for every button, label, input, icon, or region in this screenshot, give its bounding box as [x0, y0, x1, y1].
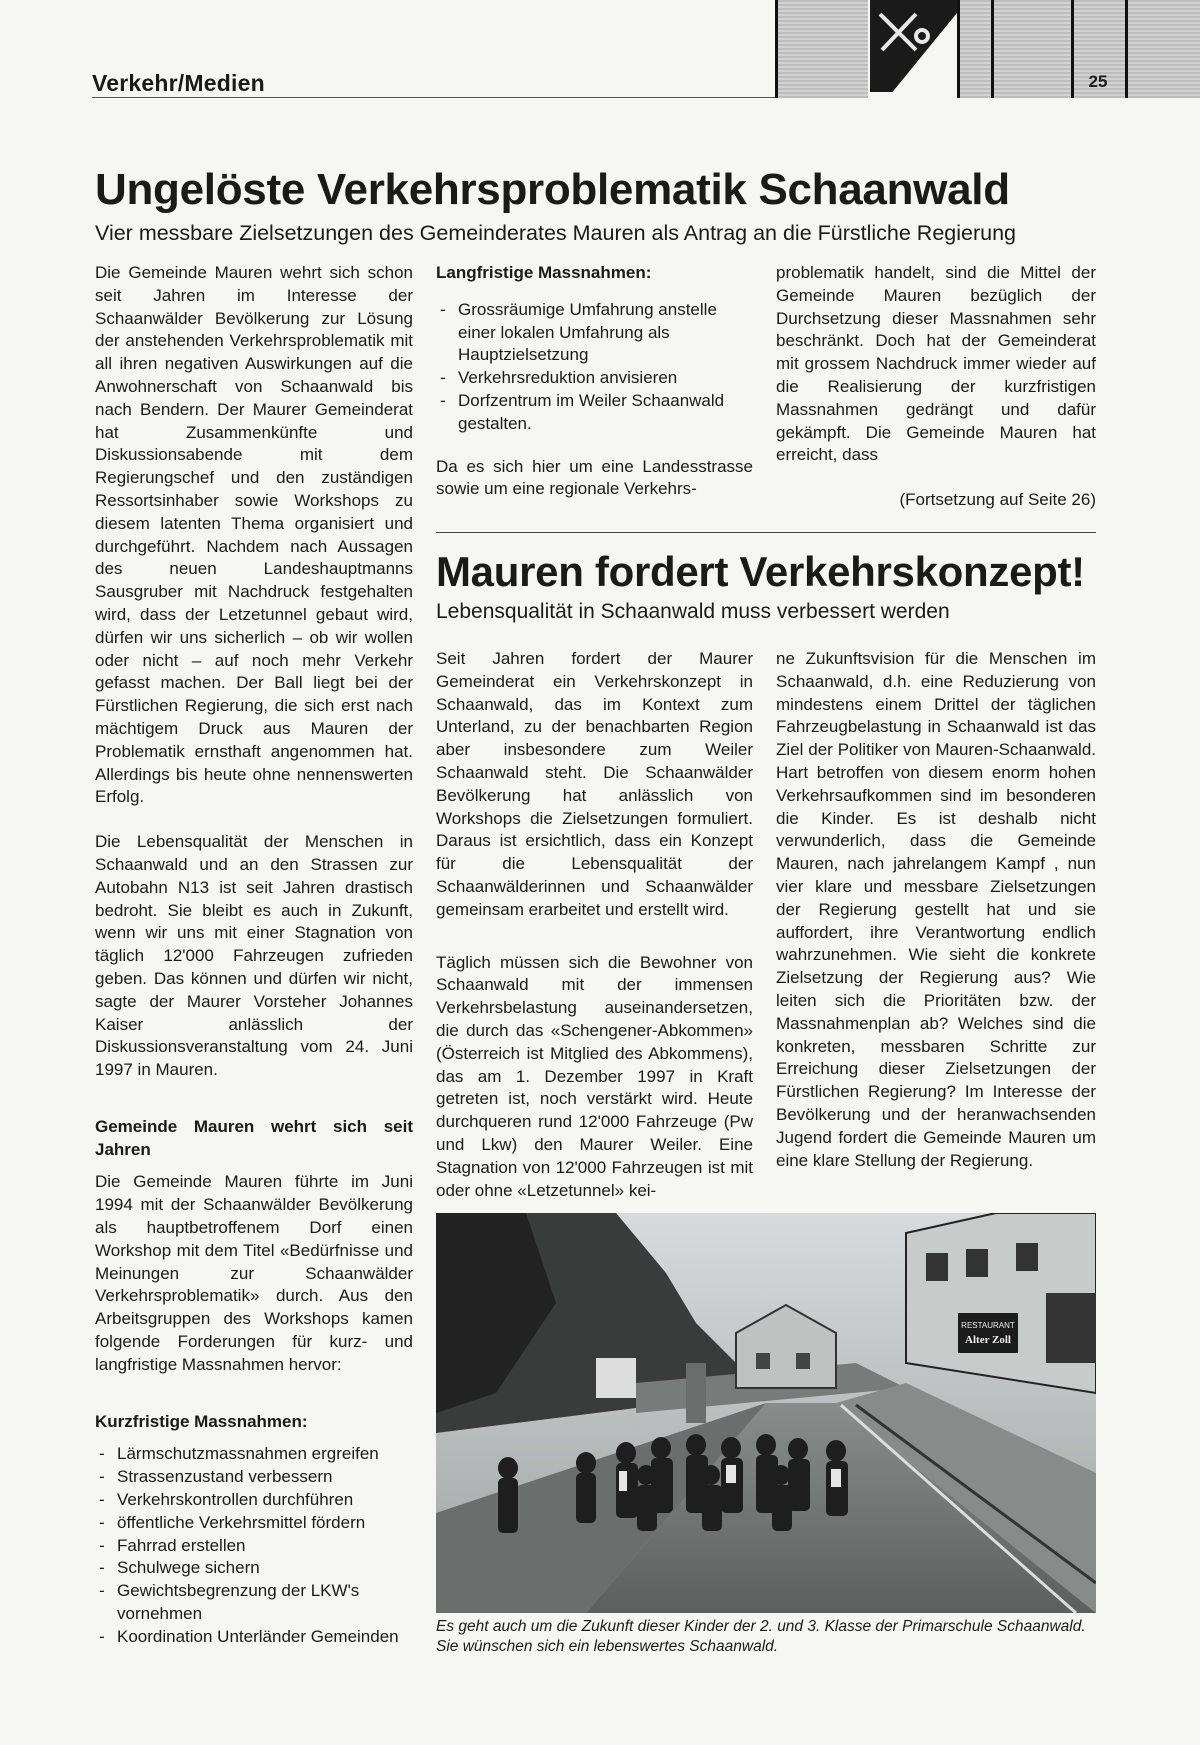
article2-column1: [436, 648, 753, 1224]
article1-column2: [436, 262, 753, 523]
list-item: - Verkehrsreduktion anvisieren: [436, 367, 753, 390]
article-divider: [436, 532, 1096, 533]
list-item: - Koordination Unterländer Gemeinden: [95, 1626, 413, 1649]
list-item: - Strassenzustand verbessern: [95, 1466, 413, 1489]
page-tabs: [775, 0, 1200, 98]
paragraph: Die Gemeinde Mauren führte im Juni 1994 mit der Schaanwälder Bevölkerung als hauptbetroffenem Dorf einen Workshop mit dem Titel «Bedürfnisse und Meinungen zur Schaanwälder Verkehrsproblematik» durch. Aus den Arbeitsgruppen des Workshops kamen folgende Forderungen für kurz- und langfristige Massnahmen hervor:: [95, 1172, 413, 1374]
short-measures-list: [95, 1443, 413, 1648]
list-item: - Fahrrad erstellen: [95, 1535, 413, 1558]
long-measures-list: [436, 299, 753, 436]
paragraph: Seit Jahren fordert der Maurer Gemeinderat ein Verkehrskonzept in Schaanwald, das im Kontext zum Unterland, zu der benachbarten Region aber insbesondere zum Weiler Schaanwald steht. Die Schaanwälder Bevölkerung hat anlässlich von Workshops die Zielsetzungen formuliert. Daraus ist ersichtlich, dass ein Konzept für die Lebensqualität der Schaanwälderinnen und Schaanwälder gemeinsam erarbeitet und erstellt wird.: [436, 649, 753, 919]
list-item: - Verkehrskontrollen durchführen: [95, 1489, 413, 1512]
article2-title: Mauren fordert Verkehrskonzept!: [436, 548, 1085, 595]
list-item: - Lärmschutzmassnahmen ergreifen: [95, 1443, 413, 1466]
list-item: - Gewichtsbegrenzung der LKW's vornehmen: [95, 1580, 413, 1626]
header-rule: [92, 97, 775, 98]
list-item: - öffentliche Verkehrsmittel fördern: [95, 1512, 413, 1535]
tab-icon-block: [870, 0, 960, 92]
paragraph: Die Lebensqualität der Menschen in Schaanwald und an den Strassen zur Autobahn N13 ist seit Jahren drastisch bedroht. Sie bleibt es auch in Zukunft, wenn wir uns mit einer Stagnation von täglich 12'000 Fahrzeugen zufrieden geben. Das können und dürfen wir nicht, sagte der Maurer Vorsteher Johannes Kaiser anlässlich der Diskussionsveranstaltung vom 24. Juni 1997 in Mauren.: [95, 832, 413, 1080]
article2-subtitle: Lebensqualität in Schaanwald muss verbessert werden: [436, 600, 950, 623]
article1-title: Ungelöste Verkehrsproblematik Schaanwald: [95, 165, 1010, 214]
tab-strip: [1125, 0, 1200, 98]
section-label: Verkehr/Medien: [92, 70, 265, 96]
article1-subtitle: Vier messbare Zielsetzungen des Gemeinderates Mauren als Antrag an die Fürstliche Regierung: [95, 221, 1017, 245]
article2-column2: [776, 648, 1096, 1194]
list-item: - Grossräumige Umfahrung anstelle einer lokalen Umfahrung als Hauptzielsetzung: [436, 299, 753, 367]
paragraph: Da es sich hier um eine Landesstrasse sowie um eine regionale Verkehrs-: [436, 456, 753, 499]
paragraph: problematik handelt, sind die Mittel der Gemeinde Mauren bezüglich der Durchsetzung dieser Massnahmen sehr beschränkt. Doch hat der Gemeinderat mit grossem Nachdruck immer wieder auf die Realisierung der kurzfristigen Massnahmen gedrängt und dafür gekämpft. Die Gemeinde Mauren hat erreicht, dass: [776, 263, 1096, 465]
list-item: - Schulwege sichern: [95, 1557, 413, 1580]
subheading: Gemeinde Mauren wehrt sich seit Jahren: [95, 1116, 413, 1159]
tab-strip: [775, 0, 868, 98]
article1-column3: [776, 262, 1096, 534]
list-item: - Dorfzentrum im Weiler Schaanwald gestalten.: [436, 390, 753, 436]
crossed-tools-icon: [870, 0, 960, 92]
tab-strip: [991, 0, 1074, 98]
photo-schoolchildren: [436, 1213, 1096, 1613]
continuation-note: (Fortsetzung auf Seite 26): [899, 490, 1096, 510]
paragraph: Täglich müssen sich die Bewohner von Schaanwald mit der immensen Verkehrsbelastung auseinandersetzen, die durch das «Schengener-Abkommen» (Österreich ist Mitglied des Abkommens), das am 1. Dezember 1997 in Kraft getreten ist, noch verstärkt wird. Heute durchqueren rund 12'000 Fahrzeuge (Pw und Lkw) den Maurer Weiler. Eine Stagnation von 12'000 Fahrzeugen ist mit oder ohne «Letzetunnel» kei-: [436, 952, 753, 1200]
svg-text:RESTAURANT: RESTAURANT: [961, 1321, 1015, 1330]
short-measures-heading: Kurzfristige Massnahmen:: [95, 1411, 308, 1431]
photo-illustration: [436, 1213, 1096, 1613]
article1-column1: [95, 262, 413, 1669]
svg-text:Alter Zoll: Alter Zoll: [965, 1334, 1011, 1346]
photo-caption: Es geht auch um die Zukunft dieser Kinder der 2. und 3. Klasse der Primarschule Schaanwald. Sie wünschen sich ein lebenswertes Schaanwald.: [436, 1618, 1086, 1655]
tab-strip: [957, 0, 994, 98]
paragraph: ne Zukunftsvision für die Menschen im Schaanwald, d.h. eine Reduzierung von mindestens einem Drittel der täglichen Fahrzeugbelastung in Schaanwald ist das Ziel der Politiker von Mauren-Schaanwald. Hart betroffen von diesem enorm hohen Verkehrsaufkommen sind im besonderen die Kinder. Es ist deshalb nicht verwunderlich, dass die Gemeinde Mauren, nach jahrelangem Kampf , nun vier klare und messbare Zielsetzungen der Regierung gestellt hat und sie auffordert, ihre Verantwortung endlich wahrzunehmen. Wie sieht die konkrete Zielsetzung der Regierung aus? Wie leiten sich die Prioritäten bzw. der Massnahmenplan ab? Welches sind die konkreten, messbaren Schritte zur Erreichung dieser Zielsetzungen der Fürstlichen Regierung? Im Interesse der Bevölkerung und der heranwachsenden Jugend fordert die Gemeinde Mauren um eine klare Stellung der Regierung.: [776, 649, 1096, 1170]
page-number: 25: [1088, 72, 1108, 91]
paragraph: Die Gemeinde Mauren wehrt sich schon seit Jahren im Interesse der Schaanwälder Bevölkerung zur Lösung der anstehenden Verkehrsproblematik mit all ihren negativen Auswirkungen auf die Anwohnerschaft von Schaanwald bis nach Bendern. Der Maurer Gemeinderat hat Zusammenkünfte und Diskussionsabende mit dem Regierungschef und den zuständigen Ressortsinhaber sowie Workshops zu diesem latenten Thema organisiert und durchgeführt. Nachdem nach Aussagen des neuen Landeshauptmanns Sausgruber mit Nachdruck festgehalten wird, dass der Letzetunnel gebaut wird, dürfen wir uns sicherlich – ob wir wollen oder nicht – auf noch mehr Verkehr gefasst machen. Der Ball liegt bei der Fürstlichen Regierung, die sich erst nach mächtigem Druck aus Mauren der Problematik ernsthaft angenommen hat. Allerdings bis heute ohne nennenswerten Erfolg.: [95, 263, 413, 807]
long-measures-heading: Langfristige Massnahmen:: [436, 263, 652, 282]
